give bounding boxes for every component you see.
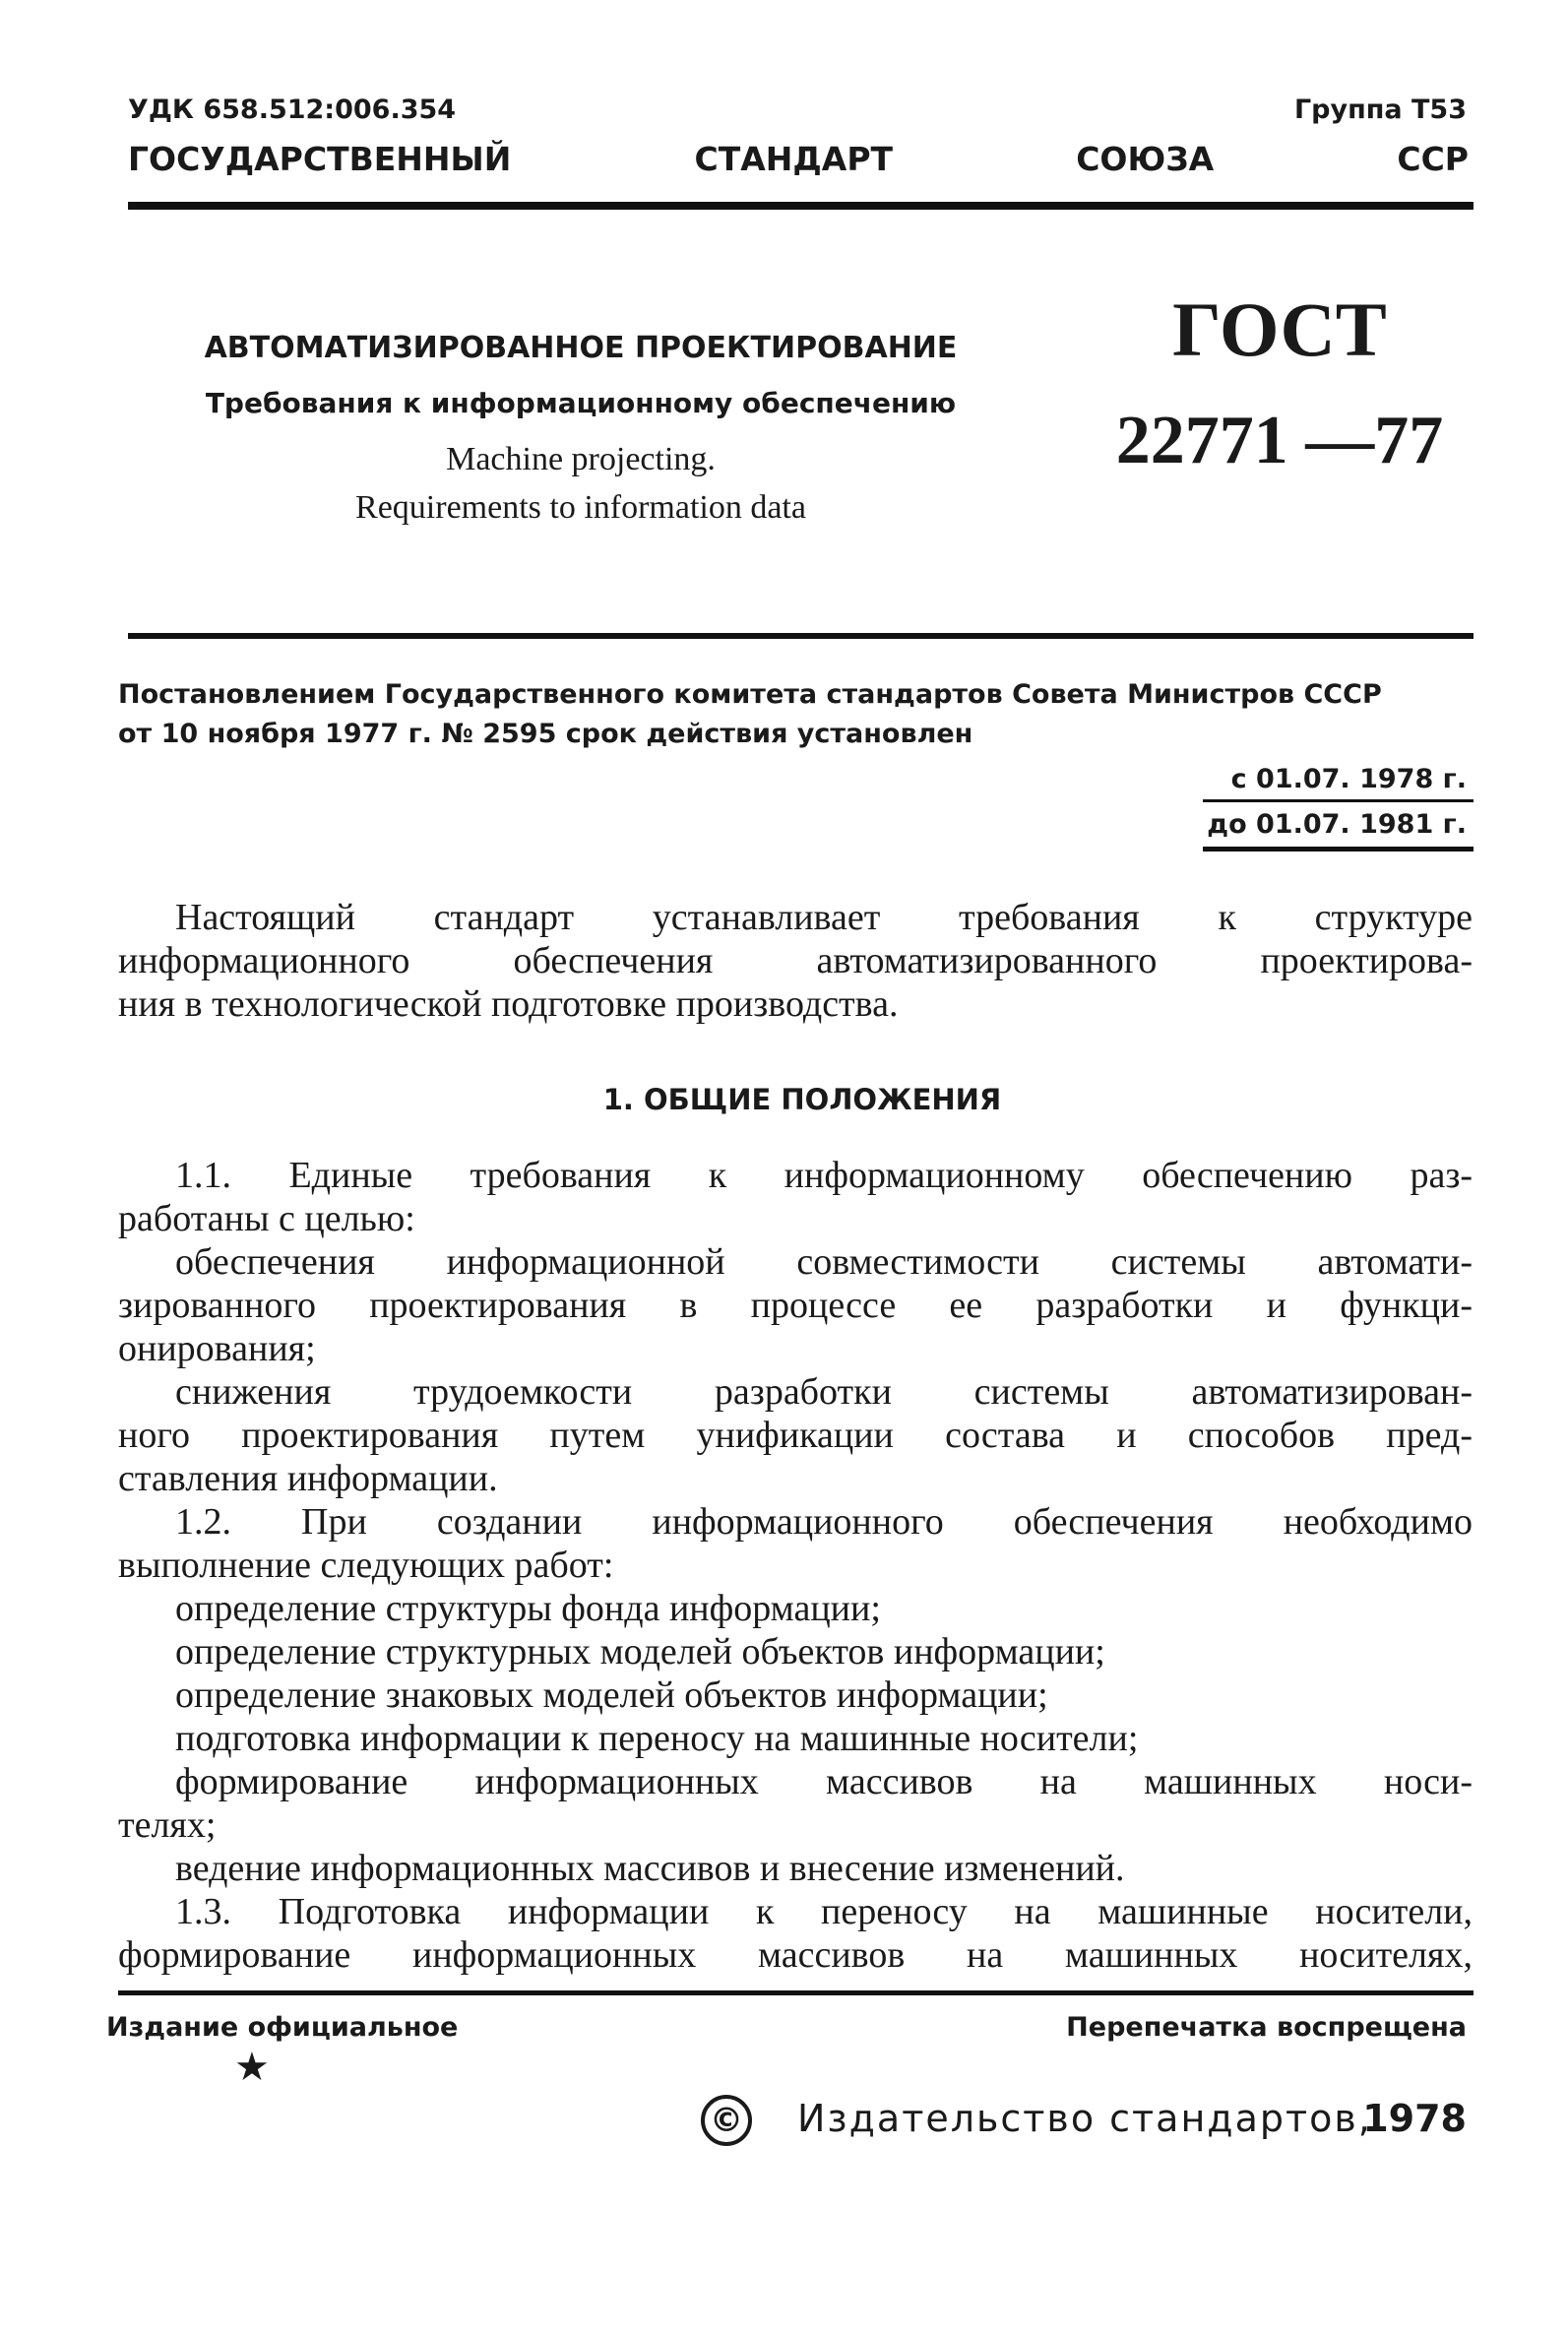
body-line: подготовка информации к переносу на машинные носители; [175, 1718, 1139, 1759]
body-line: определение структуры фонда информации; [175, 1588, 881, 1629]
footer-rule [118, 1990, 1474, 1995]
gost-label: ГОСТ [1172, 286, 1387, 372]
body-line: обеспечения информационной совместимости системы автомати- [175, 1241, 1473, 1283]
section-heading: 1. ОБЩИЕ ПОЛОЖЕНИЯ [602, 1083, 1002, 1116]
english-title-line-1: Machine projecting. [446, 441, 716, 477]
publisher: Издательство стандартов, [797, 2097, 1372, 2140]
header-rule [128, 202, 1474, 210]
body-line: определение знаковых моделей объектов информации; [175, 1674, 1048, 1716]
star-icon: ★ [234, 2045, 270, 2089]
title-rule [128, 633, 1474, 639]
body-line: 1.2. При создании информационного обеспечения необходимо [175, 1501, 1473, 1543]
body-line: ведение информационных массивов и внесение изменений. [175, 1848, 1125, 1889]
official-edition: Издание официальное [106, 2012, 459, 2043]
group-code: Группа Т53 [1293, 95, 1467, 125]
body-line: определение структурных моделей объектов информации; [175, 1631, 1105, 1672]
udk-code: УДК 658.512:006.354 [128, 95, 457, 125]
body-line: выполнение следующих работ: [118, 1545, 614, 1586]
document-subtitle: Требования к информационному обеспечению [205, 387, 957, 419]
body-line: ставления информации. [118, 1458, 498, 1499]
body-line: 1.3. Подготовка информации к переносу на машинные носители, [175, 1891, 1473, 1932]
banner-word: СОЮЗА [1076, 140, 1215, 178]
document-title: АВТОМАТИЗИРОВАННОЕ ПРОЕКТИРОВАНИЕ [204, 331, 958, 365]
publication-year: 1978 [1362, 2097, 1467, 2140]
body-line: зированного проектирования в процессе ее разработки и функци- [118, 1285, 1473, 1326]
body-line: онирования; [118, 1328, 316, 1369]
valid-from: с 01.07. 1978 г. [1230, 764, 1467, 794]
body-line: телях; [118, 1804, 217, 1846]
intro-line: информационного обеспечения автоматизированного проектирова- [118, 940, 1473, 981]
banner-word: СТАНДАРТ [694, 140, 894, 178]
state-standard-banner [128, 140, 1469, 178]
gost-number: 22771 —77 [1115, 403, 1444, 478]
intro-line: ния в технологической подготовке производства. [118, 983, 899, 1025]
banner-word: ГОСУДАРСТВЕННЫЙ [128, 140, 512, 178]
body-line: работаны с целью: [118, 1198, 415, 1239]
body-line: формирование информационных массивов на машинных носи- [175, 1761, 1473, 1802]
decree-line-2: от 10 ноября 1977 г. № 2595 срок действия установлен [118, 719, 973, 749]
reprint-notice: Перепечатка воспрещена [1066, 2012, 1467, 2043]
validity-rule [1203, 799, 1474, 802]
body-line: формирование информационных массивов на машинных носителях, [118, 1934, 1473, 1976]
valid-until: до 01.07. 1981 г. [1207, 809, 1467, 840]
intro-line: Настоящий стандарт устанавливает требования к структуре [175, 897, 1473, 938]
decree-line-1: Постановлением Государственного комитета стандартов Совета Министров СССР [118, 679, 1382, 710]
english-title-line-2: Requirements to information data [355, 489, 806, 526]
body-line: ного проектирования путем унификации состава и способов пред- [118, 1415, 1473, 1456]
validity-rule [1203, 847, 1474, 852]
copyright-icon: © [701, 2095, 752, 2146]
body-line: 1.1. Единые требования к информационному обеспечению раз- [175, 1155, 1473, 1196]
banner-word: ССР [1397, 140, 1469, 178]
body-line: снижения трудоемкости разработки системы автоматизирован- [175, 1371, 1473, 1413]
